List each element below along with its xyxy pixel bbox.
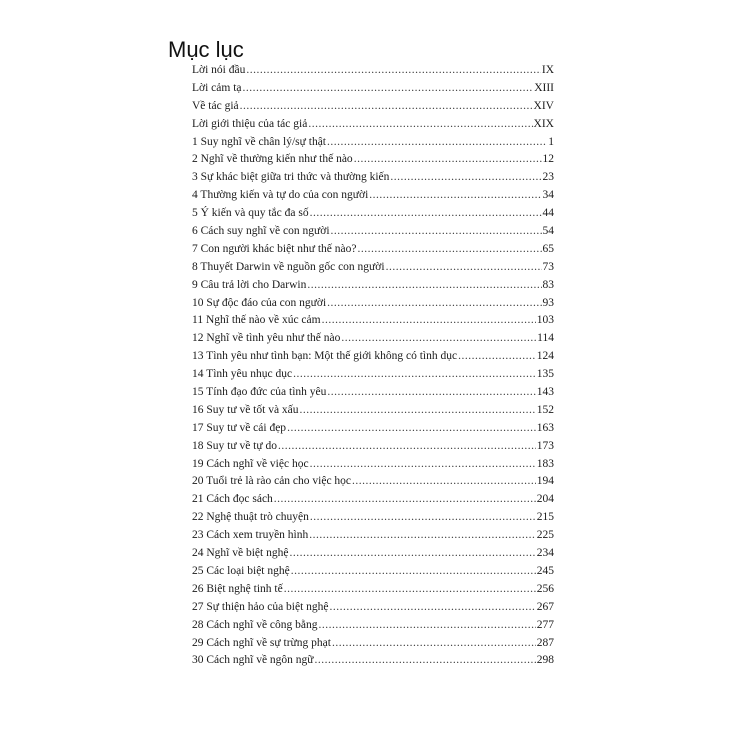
toc-entry-label: 25 Các loại biệt nghệ: [192, 564, 290, 577]
toc-entry: [192, 98, 554, 116]
toc-entry-label: 22 Nghệ thuật trò chuyện: [192, 511, 309, 524]
dot-leader: [310, 456, 536, 474]
toc-entry-page-number: 234: [536, 547, 554, 560]
toc-entry-label: Lời cảm tạ: [192, 81, 242, 94]
toc-entry: [192, 420, 554, 438]
dot-leader: [354, 151, 542, 169]
toc-entry-page-number: 54: [542, 225, 554, 238]
dot-leader: [240, 98, 533, 116]
toc-entry: [192, 116, 554, 134]
toc-entry-page-number: 114: [537, 332, 554, 345]
dot-leader: [315, 652, 536, 670]
toc-entry-page-number: 215: [536, 511, 554, 524]
toc-entry-label: 5 Ý kiến và quy tắc đa số: [192, 207, 309, 220]
toc-entry-label: 20 Tuổi trẻ là rào cản cho việc học: [192, 475, 352, 488]
dot-leader: [287, 420, 536, 438]
table-of-contents: [192, 62, 554, 670]
dot-leader: [310, 205, 542, 223]
toc-entry: [192, 384, 554, 402]
dot-leader: [310, 509, 536, 527]
toc-entry-label: 27 Sự thiện hảo của biệt nghệ: [192, 600, 329, 613]
toc-entry: [192, 635, 554, 653]
dot-leader: [243, 80, 534, 98]
toc-entry: [192, 330, 554, 348]
dot-leader: [308, 116, 532, 134]
toc-entry-page-number: 135: [536, 368, 554, 381]
toc-entry-page-number: 204: [536, 493, 554, 506]
toc-entry-page-number: XIX: [533, 117, 554, 130]
dot-leader: [332, 635, 536, 653]
dot-leader: [289, 545, 535, 563]
toc-entry-page-number: 12: [542, 153, 554, 166]
toc-entry: [192, 223, 554, 241]
toc-entry-label: Về tác giả: [192, 99, 239, 112]
toc-entry: [192, 491, 554, 509]
toc-entry-label: 30 Cách nghĩ về ngôn ngữ: [192, 654, 314, 667]
toc-entry-label: 3 Sự khác biệt giữa tri thức và thường kiến: [192, 171, 390, 184]
toc-entry-page-number: 152: [536, 403, 554, 416]
toc-entry-label: 4 Thường kiến và tự do của con người: [192, 189, 369, 202]
dot-leader: [458, 348, 536, 366]
dot-leader: [369, 187, 541, 205]
toc-entry-label: 6 Cách suy nghĩ về con người: [192, 225, 330, 238]
dot-leader: [278, 438, 536, 456]
toc-entry: [192, 312, 554, 330]
dot-leader: [386, 259, 542, 277]
dot-leader: [274, 491, 536, 509]
toc-entry-page-number: 44: [542, 207, 554, 220]
dot-leader: [293, 366, 536, 384]
toc-entry-label: 17 Suy tư về cái đẹp: [192, 421, 287, 434]
toc-entry: [192, 402, 554, 420]
toc-entry: [192, 509, 554, 527]
toc-entry-label: 29 Cách nghĩ về sự trừng phạt: [192, 636, 331, 649]
toc-entry-label: Lời nói đầu: [192, 64, 246, 76]
toc-entry: [192, 187, 554, 205]
dot-leader: [327, 295, 541, 313]
toc-entry-page-number: 65: [542, 242, 554, 255]
toc-entry-page-number: XIII: [534, 81, 554, 94]
toc-entry-page-number: 34: [542, 189, 554, 202]
toc-entry-label: 2 Nghĩ về thường kiến như thế nào: [192, 153, 353, 166]
dot-leader: [284, 581, 536, 599]
toc-entry-label: 18 Suy tư về tự do: [192, 439, 277, 452]
toc-entry: [192, 80, 554, 98]
dot-leader: [319, 617, 536, 635]
toc-entry: [192, 366, 554, 384]
toc-entry: [192, 617, 554, 635]
toc-entry: [192, 527, 554, 545]
dot-leader: [352, 473, 536, 491]
toc-entry-page-number: 287: [536, 636, 554, 649]
toc-entry-label: 9 Câu trả lời cho Darwin: [192, 278, 307, 291]
toc-entry: [192, 563, 554, 581]
toc-entry-label: 13 Tình yêu như tình bạn: Một thế giới không có tình dục: [192, 350, 458, 363]
toc-entry-page-number: 277: [536, 618, 554, 631]
toc-entry-page-number: 124: [536, 350, 554, 363]
toc-entry-label: 8 Thuyết Darwin về nguồn gốc con người: [192, 260, 385, 273]
dot-leader: [327, 384, 535, 402]
toc-entry: [192, 473, 554, 491]
toc-entry: [192, 62, 554, 80]
toc-entry: [192, 295, 554, 313]
toc-entry-page-number: 23: [542, 171, 554, 184]
toc-entry-label: 15 Tính đạo đức của tình yêu: [192, 386, 327, 399]
toc-entry-page-number: 298: [536, 654, 554, 667]
toc-entry-page-number: IX: [541, 64, 554, 76]
toc-entry-page-number: 93: [542, 296, 554, 309]
dot-leader: [330, 599, 536, 617]
toc-entry-page-number: 73: [542, 260, 554, 273]
toc-entry-page-number: 103: [536, 314, 554, 327]
toc-entry: [192, 259, 554, 277]
dot-leader: [327, 134, 547, 152]
toc-entry-page-number: 267: [536, 600, 554, 613]
toc-entry: [192, 241, 554, 259]
toc-entry: [192, 438, 554, 456]
toc-entry-page-number: 256: [536, 582, 554, 595]
toc-entry: [192, 599, 554, 617]
dot-leader: [291, 563, 536, 581]
dot-leader: [341, 330, 536, 348]
toc-entry-label: 7 Con người khác biệt như thế nào?: [192, 242, 357, 255]
page-title: Mục lục: [168, 37, 244, 62]
dot-leader: [331, 223, 542, 241]
toc-entry-page-number: 225: [536, 529, 554, 542]
toc-entry: [192, 277, 554, 295]
toc-entry-label: 23 Cách xem truyền hình: [192, 529, 309, 542]
toc-entry-label: 21 Cách đọc sách: [192, 493, 273, 506]
toc-entry: [192, 169, 554, 187]
toc-entry: [192, 652, 554, 670]
toc-entry-label: 16 Suy tư về tốt và xấu: [192, 403, 299, 416]
toc-entry-label: 1 Suy nghĩ về chân lý/sự thật: [192, 135, 326, 148]
dot-leader: [322, 312, 536, 330]
toc-entry: [192, 205, 554, 223]
toc-entry-label: 12 Nghĩ về tình yêu như thế nào: [192, 332, 341, 345]
toc-entry-label: 28 Cách nghĩ về công bằng: [192, 618, 318, 631]
toc-entry: [192, 151, 554, 169]
dot-leader: [307, 277, 541, 295]
toc-entry-label: 19 Cách nghĩ về việc học: [192, 457, 309, 470]
toc-entry-label: 11 Nghĩ thế nào về xúc cảm: [192, 314, 321, 327]
toc-entry-label: Lời giới thiệu của tác giả: [192, 117, 308, 130]
toc-entry-page-number: 163: [536, 421, 554, 434]
toc-entry-page-number: 245: [536, 564, 554, 577]
dot-leader: [300, 402, 536, 420]
toc-entry-page-number: 83: [542, 278, 554, 291]
dot-leader: [358, 241, 542, 259]
toc-entry-page-number: 1: [548, 135, 554, 148]
toc-entry: [192, 545, 554, 563]
toc-entry: [192, 134, 554, 152]
toc-entry-page-number: XIV: [533, 99, 554, 112]
toc-entry-label: 10 Sự độc đáo của con người: [192, 296, 327, 309]
toc-entry-label: 14 Tình yêu nhục dục: [192, 368, 293, 381]
toc-entry: [192, 348, 554, 366]
toc-entry-page-number: 173: [536, 439, 554, 452]
toc-entry: [192, 581, 554, 599]
toc-entry-page-number: 143: [536, 386, 554, 399]
toc-entry-page-number: 194: [536, 475, 554, 488]
toc-entry-page-number: 183: [536, 457, 554, 470]
dot-leader: [309, 527, 535, 545]
dot-leader: [246, 62, 541, 80]
toc-entry-label: 26 Biệt nghệ tinh tế: [192, 582, 283, 595]
toc-entry: [192, 456, 554, 474]
dot-leader: [390, 169, 541, 187]
toc-entry-label: 24 Nghĩ về biệt nghệ: [192, 547, 289, 560]
